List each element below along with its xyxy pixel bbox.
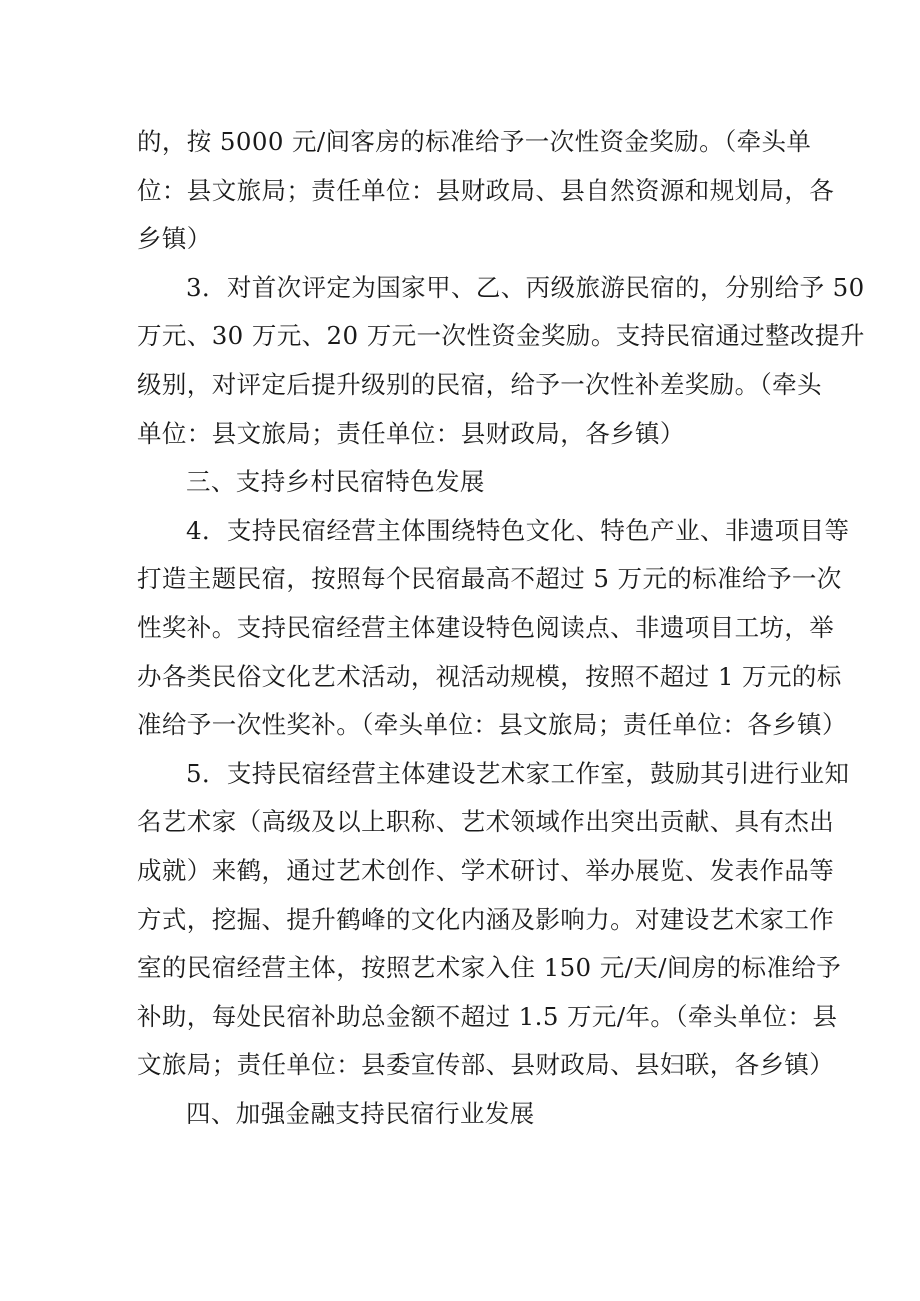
text-line: 的，按 5000 元/间客房的标准给予一次性资金奖励。（牵头单 xyxy=(137,127,812,156)
text-line: 乡镇） xyxy=(137,224,212,254)
text-line: 级别，对评定后提升级别的民宿，给予一次性补差奖励。（牵头 xyxy=(137,369,822,399)
text-line: 方式，挖掘、提升鹤峰的文化内涵及影响力。对建设艺术家工作 xyxy=(137,904,835,934)
text-line: 室的民宿经营主体，按照艺术家入住 150 元/天/间房的标准给予 xyxy=(137,953,842,983)
text-line: 文旅局；责任单位：县委宣传部、县财政局、县妇联，各乡镇） xyxy=(137,1050,835,1080)
paragraph-5-start: 5．支持民宿经营主体建设艺术家工作室，鼓励其引进行业知 xyxy=(186,758,850,788)
text-line: 名艺术家（高级及以上职称、艺术领域作出突出贡献、具有杰出 xyxy=(137,807,835,837)
text-line: 性奖补。支持民宿经营主体建设特色阅读点、非遗项目工坊，举 xyxy=(137,612,835,642)
text-line: 位：县文旅局；责任单位：县财政局、县自然资源和规划局，各 xyxy=(137,175,835,205)
text-line: 补助，每处民宿补助总金额不超过 1.5 万元/年。（牵头单位：县 xyxy=(137,1001,838,1031)
text-line: 准给予一次性奖补。（牵头单位：县文旅局；责任单位：各乡镇） xyxy=(137,710,847,740)
paragraph-4-start: 4．支持民宿经营主体围绕特色文化、特色产业、非遗项目等 xyxy=(186,515,850,545)
document-body xyxy=(137,118,865,1138)
text-line: 单位：县文旅局；责任单位：县财政局，各乡镇） xyxy=(137,418,685,448)
section-heading-4: 四、加强金融支持民宿行业发展 xyxy=(186,1098,535,1128)
text-line: 办各类民俗文化艺术活动，视活动规模，按照不超过 1 万元的标 xyxy=(137,661,842,691)
text-line: 万元、30 万元、20 万元一次性资金奖励。支持民宿通过整改提升 xyxy=(137,321,865,351)
text-line: 成就）来鹤，通过艺术创作、学术研讨、举办展览、发表作品等 xyxy=(137,855,835,885)
paragraph-3-start: 3．对首次评定为国家甲、乙、丙级旅游民宿的，分别给予 50 xyxy=(186,272,865,302)
section-heading-3: 三、支持乡村民宿特色发展 xyxy=(186,467,485,497)
text-line: 打造主题民宿，按照每个民宿最高不超过 5 万元的标准给予一次 xyxy=(137,564,842,594)
